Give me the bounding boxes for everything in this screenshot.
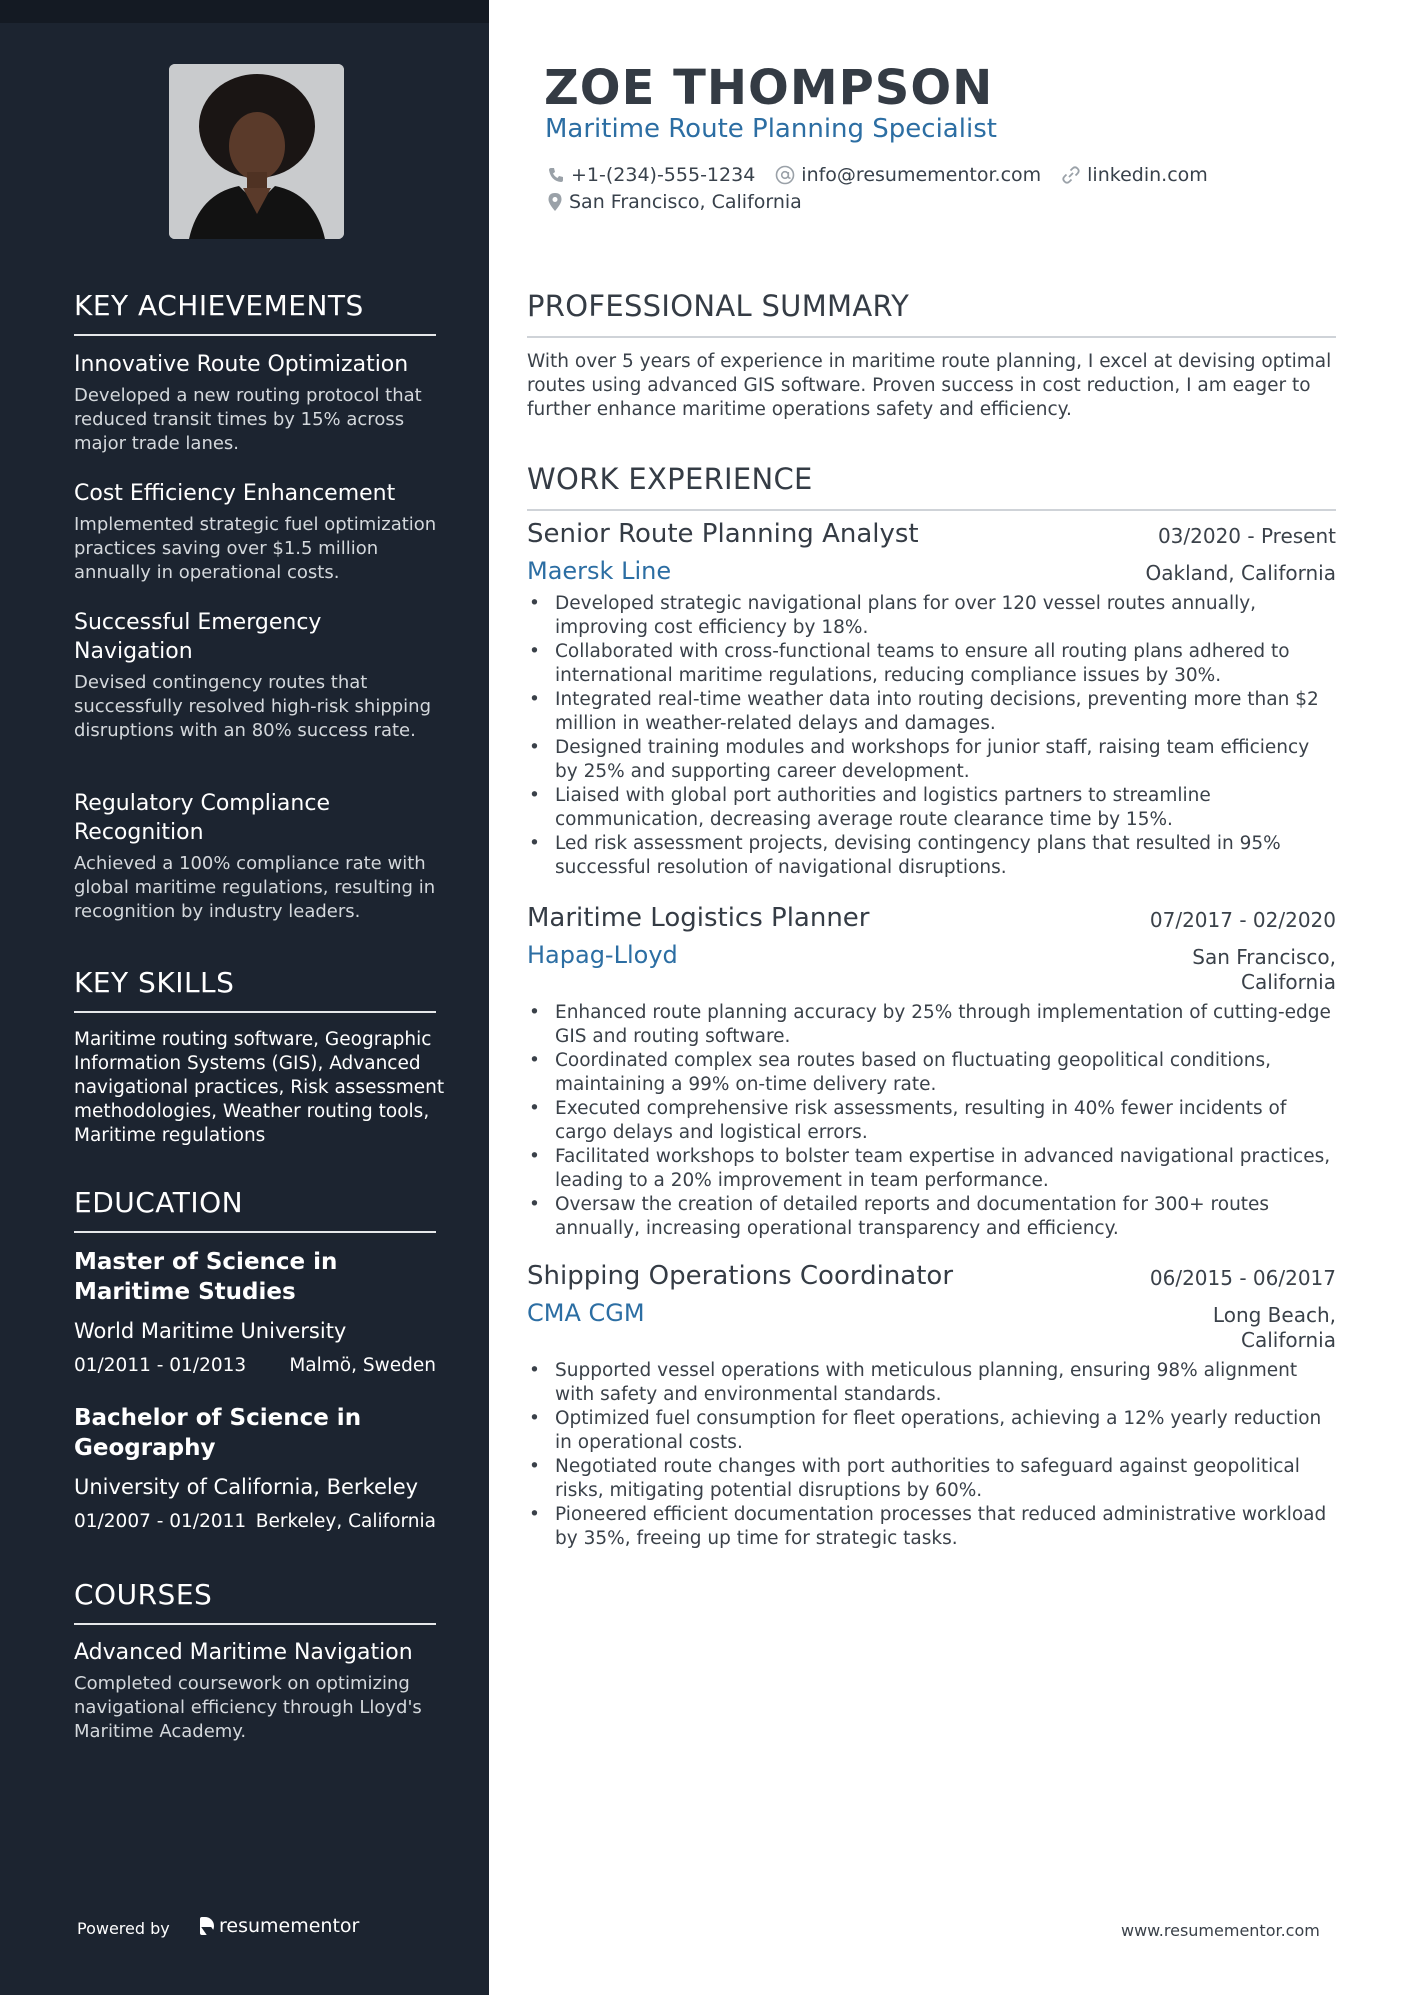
company-name: Hapag-Lloyd xyxy=(527,941,678,969)
job-entry xyxy=(527,519,1336,880)
location-text: San Francisco, California xyxy=(569,191,802,213)
achievement-description: Developed a new routing protocol that reduced transit times by 15% across major trade lanes. xyxy=(74,385,422,454)
job-title: Maritime Logistics Planner xyxy=(527,903,870,933)
job-entry xyxy=(527,1261,1336,1551)
job-bullet: • Integrated real-time weather data into routing decisions, preventing more than $2 million in weather-related delays and damages. xyxy=(527,688,1336,736)
education-school: World Maritime University xyxy=(74,1319,347,1343)
education-entry xyxy=(74,1247,436,1376)
powered-by-label: Powered by xyxy=(77,1919,170,1938)
job-location: San Francisco, California xyxy=(1192,945,1336,994)
job-bullet: • Developed strategic navigational plans for over 120 vessel routes annually, improving cost efficiency by 18%. xyxy=(527,592,1336,640)
job-bullet: • Coordinated complex sea routes based on fluctuating geopolitical conditions, maintaining a 99% on-time delivery rate. xyxy=(527,1049,1336,1097)
education-meta xyxy=(74,1511,436,1532)
sidebar-top-strip xyxy=(0,0,489,23)
job-bullets xyxy=(527,1001,1336,1241)
education-degree: Bachelor of Science in Geography xyxy=(74,1405,362,1461)
achievement-description: Devised contingency routes that successfully resolved high-risk shipping disruptions with an 80% success rate. xyxy=(74,672,432,741)
job-bullet: • Optimized fuel consumption for fleet operations, achieving a 12% yearly reduction in operational costs. xyxy=(527,1407,1336,1455)
achievement-description: Implemented strategic fuel optimization practices saving over $1.5 million annually in operational costs. xyxy=(74,514,437,583)
location-pin-icon xyxy=(547,192,563,212)
job-header xyxy=(527,519,1336,549)
achievement-title: Successful Emergency Navigation xyxy=(74,610,322,664)
sidebar xyxy=(0,0,489,1995)
candidate-title: Maritime Route Planning Specialist xyxy=(545,114,997,144)
phone-number: +1-(234)-555-1234 xyxy=(571,164,756,186)
skills-list: Maritime routing software, Geographic Information Systems (GIS), Advanced navigational practices, Risk assessment methodologies, Weather routing tools, Maritime regulations xyxy=(74,1029,445,1146)
linkedin-link: linkedin.com xyxy=(1087,164,1208,186)
achievement-item xyxy=(74,350,446,456)
job-dates: 07/2017 - 02/2020 xyxy=(1149,908,1336,932)
profile-photo xyxy=(169,64,344,239)
contact-email[interactable] xyxy=(775,164,1041,186)
job-header xyxy=(527,1261,1336,1291)
brand-logo[interactable] xyxy=(200,1915,359,1937)
job-location: Oakland, California xyxy=(1145,561,1336,585)
summary-heading: PROFESSIONAL SUMMARY xyxy=(527,289,1336,338)
contact-location xyxy=(547,191,802,213)
job-bullet: • Enhanced route planning accuracy by 25% through implementation of cutting-edge GIS and routing software. xyxy=(527,1001,1336,1049)
job-bullet: • Collaborated with cross-functional teams to ensure all routing plans adhered to international maritime regulations, reducing compliance issues by 30%. xyxy=(527,640,1336,688)
education-location: Malmö, Sweden xyxy=(289,1355,436,1376)
job-bullet: • Negotiated route changes with port authorities to safeguard against geopolitical risks, mitigating potential disruptions by 60%. xyxy=(527,1455,1336,1503)
experience-heading: WORK EXPERIENCE xyxy=(527,462,1336,511)
contact-phone[interactable] xyxy=(547,164,755,186)
skills-heading: KEY SKILLS xyxy=(74,966,436,1013)
contact-row xyxy=(547,191,822,213)
education-dates: 01/2011 - 01/2013 xyxy=(74,1355,247,1376)
company-name: Maersk Line xyxy=(527,557,672,585)
summary-text: With over 5 years of experience in maritime route planning, I excel at devising optimal routes using advanced GIS software. Proven success in cost reduction, I am eager to further enhance maritime operations safety and efficiency. xyxy=(527,351,1332,420)
contact-linkedin[interactable] xyxy=(1061,164,1208,186)
phone-icon xyxy=(547,166,565,184)
brand-mark-icon xyxy=(200,1917,214,1935)
education-school: University of California, Berkeley xyxy=(74,1475,419,1499)
job-subheader xyxy=(527,933,1336,995)
education-dates: 01/2007 - 01/2011 xyxy=(74,1511,247,1532)
footer-url[interactable]: www.resumementor.com xyxy=(1121,1921,1320,1940)
education-meta xyxy=(74,1355,436,1376)
course-description: Completed coursework on optimizing navigational efficiency through Lloyd's Maritime Academy. xyxy=(74,1673,422,1742)
profile-photo-illustration xyxy=(169,64,344,239)
course-item xyxy=(74,1638,446,1744)
education-location: Berkeley, California xyxy=(255,1511,436,1532)
job-location: Long Beach, California xyxy=(1212,1303,1336,1352)
job-bullet: • Facilitated workshops to bolster team expertise in advanced navigational practices, leading to a 20% improvement in team performance. xyxy=(527,1145,1336,1193)
job-subheader xyxy=(527,549,1336,586)
job-dates: 03/2020 - Present xyxy=(1157,524,1336,548)
courses-heading: COURSES xyxy=(74,1578,436,1625)
job-bullet: • Pioneered efficient documentation processes that reduced administrative workload by 35%, freeing up time for strategic tasks. xyxy=(527,1503,1336,1551)
at-sign-icon xyxy=(775,165,795,185)
education-degree: Master of Science in Maritime Studies xyxy=(74,1249,338,1305)
job-bullet: • Liaised with global port authorities and logistics partners to streamline communication, decreasing average route clearance time by 15%. xyxy=(527,784,1336,832)
contact-row xyxy=(547,164,1228,186)
job-dates: 06/2015 - 06/2017 xyxy=(1149,1266,1336,1290)
job-title: Senior Route Planning Analyst xyxy=(527,519,919,549)
email-address: info@resumementor.com xyxy=(801,164,1042,186)
job-entry xyxy=(527,903,1336,1241)
link-icon xyxy=(1061,165,1081,185)
achievements-heading: KEY ACHIEVEMENTS xyxy=(74,289,436,336)
achievement-item xyxy=(74,479,446,585)
job-bullet: • Supported vessel operations with meticulous planning, ensuring 98% alignment with safety and environmental standards. xyxy=(527,1359,1336,1407)
achievement-title: Cost Efficiency Enhancement xyxy=(74,481,396,506)
job-bullet: • Led risk assessment projects, devising contingency plans that resulted in 95% successful resolution of navigational disruptions. xyxy=(527,832,1336,880)
achievement-description: Achieved a 100% compliance rate with global maritime regulations, resulting in recognition by industry leaders. xyxy=(74,853,436,922)
education-entry xyxy=(74,1403,436,1532)
education-heading: EDUCATION xyxy=(74,1186,436,1233)
job-bullets xyxy=(527,1359,1336,1551)
achievement-title: Innovative Route Optimization xyxy=(74,352,409,377)
job-title: Shipping Operations Coordinator xyxy=(527,1261,954,1291)
achievement-item xyxy=(74,608,432,743)
brand-name: resumementor xyxy=(219,1915,360,1937)
job-bullet: • Oversaw the creation of detailed reports and documentation for 300+ routes annually, increasing operational transparency and efficiency. xyxy=(527,1193,1336,1241)
course-title: Advanced Maritime Navigation xyxy=(74,1640,413,1665)
achievement-item xyxy=(74,789,436,924)
job-bullets xyxy=(527,592,1336,880)
job-header xyxy=(527,903,1336,933)
candidate-name: ZOE THOMPSON xyxy=(544,60,994,116)
job-bullet: • Executed comprehensive risk assessments, resulting in 40% fewer incidents of cargo delays and logistical errors. xyxy=(527,1097,1336,1145)
company-name: CMA CGM xyxy=(527,1299,645,1327)
job-bullet: • Designed training modules and workshops for junior staff, raising team efficiency by 25% and supporting career development. xyxy=(527,736,1336,784)
achievement-title: Regulatory Compliance Recognition xyxy=(74,791,330,845)
job-subheader xyxy=(527,1291,1336,1353)
